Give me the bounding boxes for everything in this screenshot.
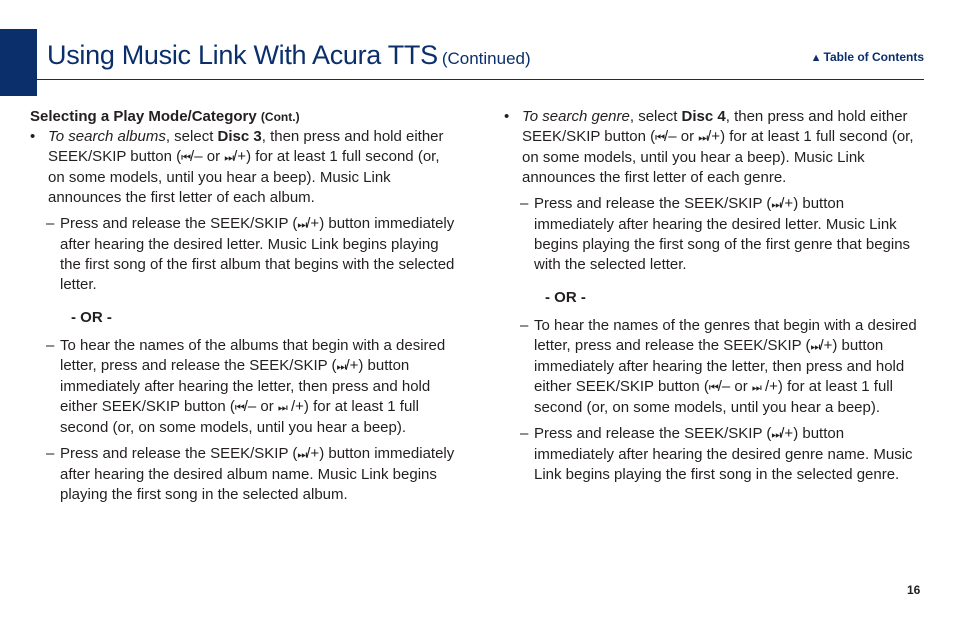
table-of-contents-label: Table of Contents: [823, 50, 924, 64]
sub-item: [504, 424, 928, 485]
next-icon: ⏭: [771, 199, 781, 211]
bullet-text: /+) for at least 1 full second (or, on some models, until you hear a beep). Music Link announces the first letter of each album.: [48, 148, 440, 206]
table-of-contents-link[interactable]: [811, 50, 924, 64]
sub-text: To hear the names of the albums that begin with a desired letter, press and release the SEEK/SKIP (: [60, 337, 446, 374]
sub-item: [30, 214, 458, 295]
sub-text: /+) for at least 1 full second (or, on some models, until you hear a beep).: [60, 398, 419, 436]
dash-mark: –: [46, 445, 55, 462]
page-title-text: Using Music Link With Acura TTS: [47, 40, 438, 70]
sub-text: /+) button immediately after hearing the desired letter. Music Link begins playing the first song of the first album that begins with the selected letter.: [60, 215, 455, 293]
triangle-up-icon: ▲: [810, 52, 822, 64]
next-icon: ⏭: [297, 219, 307, 231]
dash-mark: –: [46, 337, 55, 354]
next-icon: ⏭: [297, 449, 307, 461]
sub-text: /+) for at least 1 full second (or, on some models, until you hear a beep).: [534, 378, 893, 416]
next-icon: ⏭: [277, 402, 287, 414]
sub-item: [504, 194, 928, 275]
sub-text: Press and release the SEEK/SKIP (: [60, 215, 298, 232]
bullet-text: /– or: [664, 128, 699, 145]
section-heading-text: Selecting a Play Mode/Category: [30, 108, 257, 125]
right-column: [504, 107, 928, 485]
prev-icon: ⏮: [181, 152, 191, 164]
sub-text: /– or: [243, 398, 278, 415]
sub-text: /+) button immediately after hearing the letter, then press and hold either SEEK/SKIP button (: [534, 337, 905, 395]
sub-text: /– or: [717, 378, 752, 395]
bullet-text: , then press and hold either SEEK/SKIP button (: [48, 128, 444, 165]
bullet-lead: To search albums: [48, 128, 166, 145]
bullet-text: , select: [165, 128, 218, 145]
bullet-text: /+) for at least 1 full second (or, on some models, until you hear a beep). Music Link announces the first letter of each genre.: [522, 128, 914, 186]
next-icon: ⏭: [224, 152, 234, 164]
next-icon: ⏭: [698, 132, 708, 144]
bullet-text: , then press and hold either SEEK/SKIP button (: [522, 108, 908, 145]
sub-text: /+) button immediately after hearing the desired genre name. Music Link begins playing the first song in the selected genre.: [534, 425, 913, 483]
dash-mark: –: [520, 425, 529, 442]
sub-text: /+) button immediately after hearing the desired album name. Music Link begins playing the first song in the selected album.: [60, 445, 455, 503]
bullet-text: , select: [629, 108, 682, 125]
next-icon: ⏭: [810, 341, 820, 353]
page-number: 16: [907, 583, 921, 597]
bullet-search-genre: [504, 107, 928, 188]
header-rule: [37, 79, 924, 80]
prev-icon: ⏮: [655, 132, 665, 144]
bullet-mark: •: [30, 128, 36, 145]
section-heading: [30, 107, 458, 127]
disc-label: Disc 4: [681, 108, 726, 125]
section-heading-suffix: (Cont.): [260, 110, 300, 124]
page-title: [47, 40, 531, 71]
disc-label: Disc 3: [217, 128, 262, 145]
sub-text: Press and release the SEEK/SKIP (: [534, 425, 772, 442]
next-icon: ⏭: [751, 382, 761, 394]
section-color-tab: [0, 29, 37, 96]
next-icon: ⏭: [336, 361, 346, 373]
dash-mark: –: [520, 195, 529, 212]
sub-text: /+) button immediately after hearing the desired letter. Music Link begins playing the first song of the first genre that begins with the selected letter.: [534, 195, 911, 273]
dash-mark: –: [520, 317, 529, 334]
prev-icon: ⏮: [708, 382, 718, 394]
sub-item: [30, 336, 458, 438]
sub-text: Press and release the SEEK/SKIP (: [60, 445, 298, 462]
sub-text: /+) button immediately after hearing the letter, then press and hold either SEEK/SKIP button (: [60, 357, 431, 415]
sub-item: [504, 316, 928, 418]
bullet-search-albums: [30, 127, 458, 208]
next-icon: ⏭: [771, 429, 781, 441]
dash-mark: –: [46, 215, 55, 232]
bullet-lead: To search genre: [522, 108, 630, 125]
page-title-suffix: (Continued): [441, 49, 531, 68]
sub-item: [30, 444, 458, 505]
or-divider: - OR -: [71, 309, 112, 326]
bullet-text: /– or: [190, 148, 225, 165]
prev-icon: ⏮: [234, 402, 244, 414]
sub-text: To hear the names of the genres that begin with a desired letter, press and release the SEEK/SKIP (: [534, 317, 917, 354]
sub-text: Press and release the SEEK/SKIP (: [534, 195, 772, 212]
bullet-mark: •: [504, 108, 510, 125]
or-divider: - OR -: [545, 289, 586, 306]
left-column: [30, 107, 458, 505]
